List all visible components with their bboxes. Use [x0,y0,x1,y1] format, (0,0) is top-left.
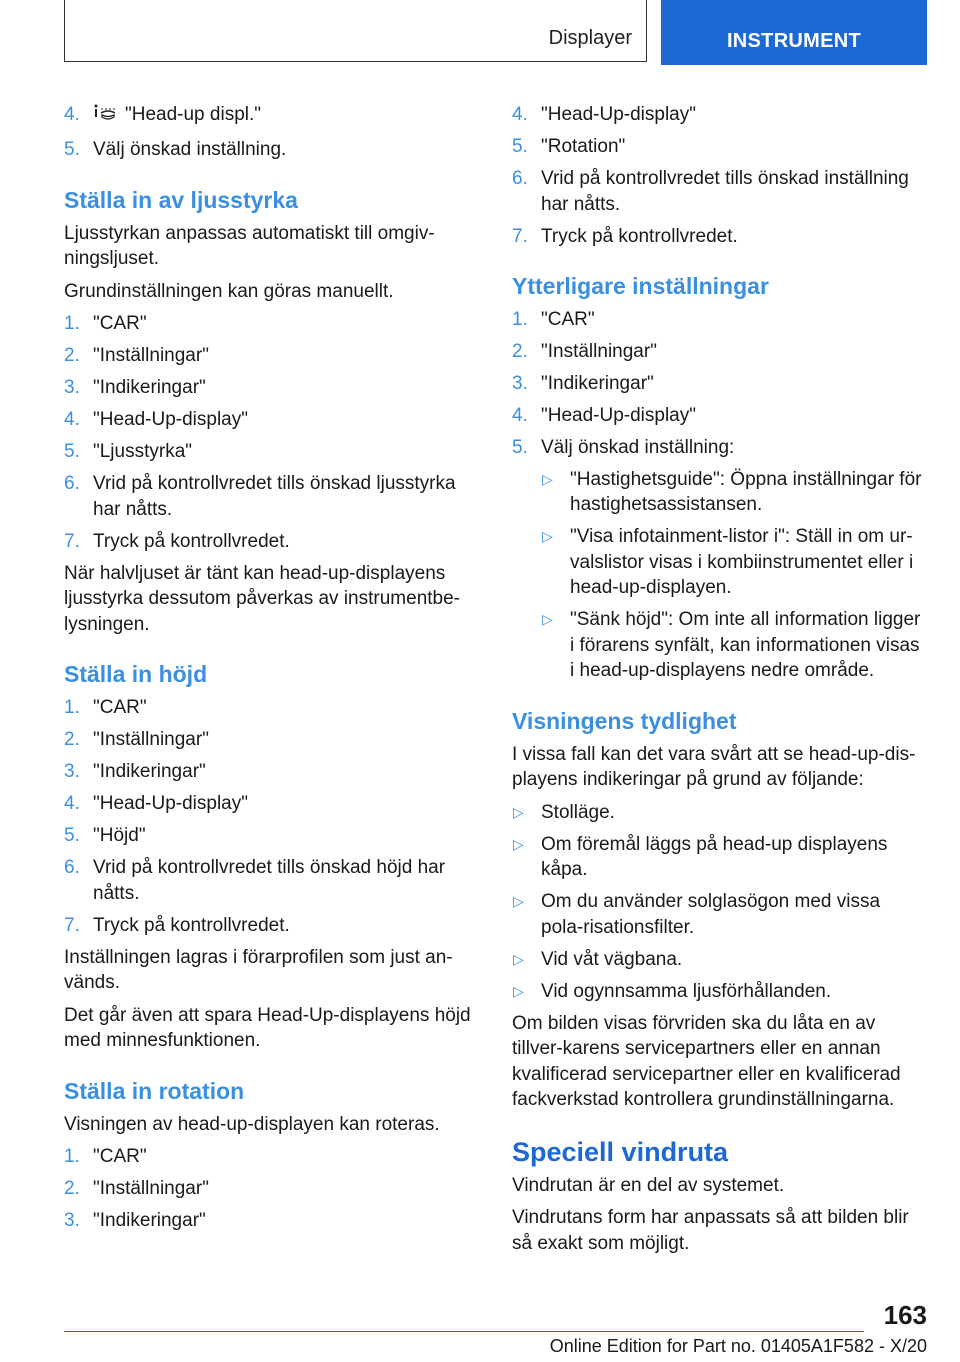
paragraph: I vissa fall kan det vara svårt att se head-up-dis-playens indikeringar på grund av följande: [512,743,916,790]
list-item: 3. "Indikeringar" [64,377,206,398]
list-item: 5. "Rotation" [512,136,626,157]
paragraph: Ljusstyrkan anpassas automatiskt till omgiv-ningsljuset. [64,222,435,269]
list-item: 4. "Head-Up-display" [64,793,248,814]
list-item: 7. Tryck på kontrollvredet. [64,914,290,936]
paragraph: Grundinställningen kan göras manuellt. [64,280,394,302]
bullet-list [512,800,924,1005]
footer-divider [64,1331,864,1332]
section-tab [64,0,647,62]
bullet-triangle-icon: ▷ [542,528,553,544]
paragraph: Visningen av head-up-displayen kan roteras. [64,1113,440,1135]
list-item: 4. "Head-up displ." [64,102,476,131]
section-heading: Ställa in av ljusstyrka [64,186,298,213]
height-section [64,659,476,1054]
edition-text: Online Edition for Part no. 01405A1F582 - X/20 [549,1336,927,1356]
list-item: ▷ Om föremål läggs på head-up displayens kåpa. [513,833,888,880]
list-item: 1. "CAR" [512,309,595,330]
list-item: 1. "CAR" [64,1146,147,1167]
paragraph: Vindrutans form har anpassats så att bilden blir så exakt som möjligt. [512,1207,909,1254]
list-item: ▷ Vid ogynnsamma ljusförhållanden. [512,979,924,1005]
bullet-triangle-icon: ▷ [513,835,524,852]
section-title: Displayer [548,27,632,49]
bullet-triangle-icon: ▷ [513,803,524,820]
list-item: 5. Välj önskad inställning: ▷ "Hastighetsguide": Öppna inställningar för hastighetsassistansen. ▷ "Visa infotainment-listor i": Ställ in om ur-valslistor visas i kombiinstrumentet eller i head-up-displayen. ▷ "Sänk höjd": Om inte all information ligger i förarens synfält, kan informationen visas i head-up-displayens nedre område. [512,435,924,684]
paragraph: När halvljuset är tänt kan head-up-displayens ljusstyrka dessutom påverkas av instrumentbe-lysningen. [64,562,460,635]
bullet-triangle-icon: ▷ [542,470,553,487]
page-number: 163 [883,1300,927,1330]
list-item: 2. "Inställningar" [512,341,657,362]
list-item: 3. "Indikeringar" [64,1210,206,1231]
intro-steps [64,102,476,163]
list-item: 1. "CAR" [64,313,147,334]
list-item: 4. "Head-Up-display" [64,409,248,430]
more-settings-section [512,271,924,684]
list-item: 4. "Head-Up-display" [512,405,696,426]
sub-list-item: ▷ "Visa infotainment-listor i": Ställ in om ur-valslistor visas i kombiinstrumentet eller i head-up-displayen. [542,526,914,598]
list-item: 6. Vrid på kontrollvredet tills önskad inställning har nåtts. [512,168,909,215]
sub-list-item: ▷ "Hastighetsguide": Öppna inställningar för hastighetsassistansen. [542,468,922,515]
windshield-section [512,1137,924,1257]
paragraph: Det går även att spara Head-Up-displayens höjd med minnesfunktionen. [64,1004,471,1051]
list-item: ▷ Vid våt vägbana. [512,947,924,973]
list-item: 7. Tryck på kontrollvredet. [64,530,290,552]
list-item: 2. "Inställningar" [64,1178,209,1199]
list-item: 5. Välj önskad inställning. [64,139,287,160]
list-item: 2. "Inställningar" [64,345,209,366]
list-item: 5. "Höjd" [64,825,146,846]
list-item: 2. "Inställningar" [64,729,209,750]
left-column [64,102,476,1240]
section-heading: Visningens tydlighet [512,707,737,734]
bullet-triangle-icon: ▷ [513,950,524,967]
list-item: ▷ Om du använder solglasögon med vissa pola-risationsfilter. [513,891,881,938]
list-item: 1. "CAR" [64,697,147,718]
list-item: 3. "Indikeringar" [512,373,654,394]
list-item: 6. Vrid på kontrollvredet tills önskad ljusstyrka har nåtts. [64,473,456,520]
section-heading: Ytterligare inställningar [512,273,769,299]
sub-list-item: ▷ "Sänk höjd": Om inte all information ligger i förarens synfält, kan informationen visas i head-up-displayens nedre område. [542,609,921,681]
list-item: 7. Tryck på kontrollvredet. [512,225,738,247]
sub-list [541,467,924,684]
page-header [64,0,927,65]
bullet-triangle-icon: ▷ [542,611,553,627]
brightness-section [64,185,476,638]
page-footer [64,1300,927,1362]
section-heading: Ställa in rotation [64,1077,245,1104]
chapter-title: INSTRUMENT [726,30,862,52]
section-heading: Speciell vindruta [512,1136,729,1167]
paragraph: Vindrutan är en del av systemet. [512,1174,785,1196]
paragraph: Inställningen lagras i förarprofilen som just an-vänds. [64,946,453,993]
section-heading: Ställa in höjd [64,661,208,687]
list-item: ▷ Stolläge. [512,800,924,826]
list-item: 4. "Head-Up-display" [512,104,696,125]
head-up-display-icon [93,103,119,131]
paragraph: Om bilden visas förvriden ska du låta en av tillver-karens servicepartners eller en annan kvalificerad servicepartner eller en kvalificerad fackverkstad kontrollera grundinställningarna. [512,1012,901,1110]
rotation-continued [512,102,924,249]
list-item: 5. "Ljusstyrka" [64,441,193,462]
right-column [512,102,924,1263]
list-item: 3. "Indikeringar" [64,761,206,782]
list-item: 6. Vrid på kontrollvredet tills önskad höjd har nåtts. [64,857,446,904]
rotation-section [64,1076,476,1234]
chapter-tab [661,0,927,65]
bullet-triangle-icon: ▷ [513,982,524,999]
bullet-triangle-icon: ▷ [513,893,524,909]
visibility-section [512,706,924,1113]
